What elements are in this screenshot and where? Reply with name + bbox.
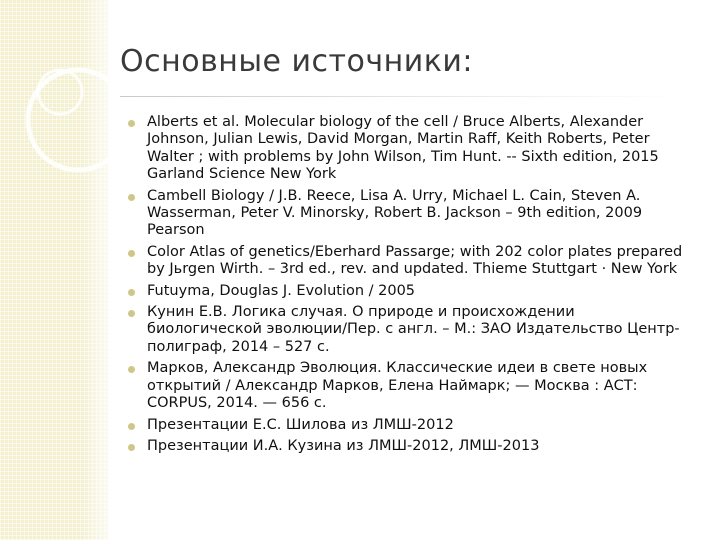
- source-item: [128, 438, 688, 455]
- source-text: Alberts et al. Molecular biology of the cell / Bruce Alberts, Alexander Johnson, Julian Lewis, David Morgan, Martin Raff, Keith Roberts, Peter Walter ; with problems by John Wilson, Tim Hunt. -- Sixth edition, 2015 Garland Science New York: [147, 114, 659, 183]
- source-item: [128, 244, 688, 279]
- source-text: Cambell Biology / J.B. Reece, Lisa A. Urry, Michael L. Cain, Steven A. Wasserman, Peter V. Minorsky, Robert B. Jackson – 9th edition, 2009 Pearson: [147, 187, 643, 239]
- bullet-icon: [128, 289, 135, 296]
- slide-title: Основные источники:: [120, 44, 473, 79]
- sources-list: [128, 114, 688, 459]
- title-underline: [120, 96, 680, 97]
- source-text: Марков, Александр Эволюция. Классические идеи в свете новых открытий / Александр Марков, Елена Наймарк; — Москва : АСТ: CORPUS, 2014. — 656 с.: [147, 360, 648, 412]
- source-text: Презентации Е.С. Шилова из ЛМШ-2012: [147, 416, 454, 433]
- source-item: [128, 360, 688, 412]
- bullet-icon: [128, 444, 135, 451]
- source-text: Презентации И.А. Кузина из ЛМШ-2012, ЛМШ-2013: [147, 437, 540, 454]
- decorative-circles: [0, 0, 140, 240]
- source-item: [128, 304, 688, 356]
- source-item: [128, 114, 688, 184]
- source-text: Futuyma, Douglas J. Evolution / 2005: [147, 282, 416, 299]
- bullet-icon: [128, 120, 135, 127]
- source-text: Кунин Е.В. Логика случая. О природе и происхождении биологической эволюции/Пер. с англ. – М.: ЗАО Издательство Центр-полиграф, 2014 – 527 с.: [147, 304, 680, 355]
- deco-circle-large: [28, 70, 128, 170]
- source-text: Color Atlas of genetics/Eberhard Passarge; with 202 color plates prepared by Jьrgen Wirth. – 3rd ed., rev. and updated. Thieme Stuttgart · New York: [147, 243, 683, 278]
- source-item: [128, 417, 688, 434]
- bullet-icon: [128, 366, 135, 373]
- source-item: [128, 283, 688, 300]
- bullet-icon: [128, 194, 135, 201]
- source-item: [128, 188, 688, 240]
- bullet-icon: [128, 423, 135, 430]
- deco-circle-small: [38, 70, 82, 114]
- bullet-icon: [128, 310, 135, 317]
- bullet-icon: [128, 250, 135, 257]
